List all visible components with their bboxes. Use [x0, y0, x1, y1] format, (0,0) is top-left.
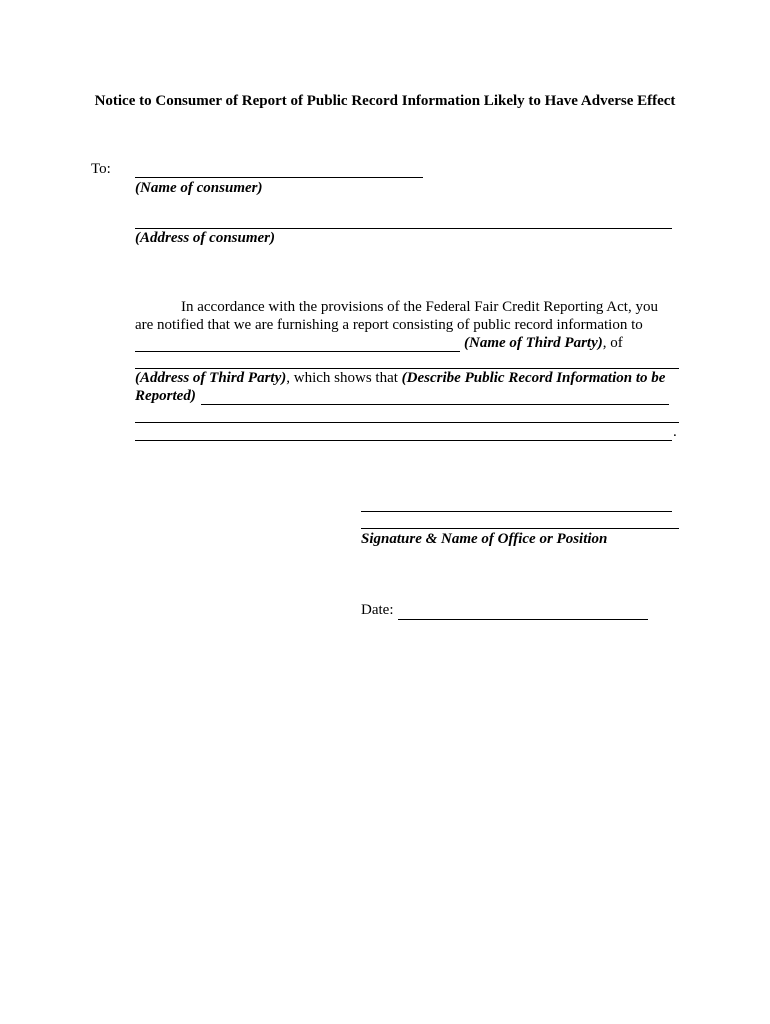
shows-that-text: , which shows that: [286, 370, 402, 386]
date-label: Date:: [361, 602, 394, 618]
third-party-address-row: [135, 370, 665, 387]
third-party-address-line[interactable]: [135, 368, 679, 369]
third-party-name-label: (Name of Third Party): [464, 335, 603, 351]
to-label: To:: [91, 161, 111, 177]
consumer-address-label: (Address of consumer): [135, 230, 276, 246]
public-record-line-3[interactable]: [135, 440, 672, 441]
document-title: Notice to Consumer of Report of Public Record Information Likely to Have Adverse Effect: [94, 93, 676, 109]
body-line-2: are notified that we are furnishing a report consisting of public record information to: [135, 317, 643, 333]
office-position-line[interactable]: [361, 528, 679, 529]
closing-period: .: [673, 424, 677, 440]
third-party-address-label: (Address of Third Party): [135, 370, 287, 386]
date-line[interactable]: [398, 619, 648, 620]
public-record-line-2[interactable]: [135, 422, 679, 423]
consumer-name-line[interactable]: [135, 177, 423, 178]
consumer-name-label: (Name of consumer): [135, 180, 263, 196]
signature-line[interactable]: [361, 511, 672, 512]
of-text: , of: [602, 335, 623, 351]
third-party-name-row: [464, 335, 623, 352]
signature-label: Signature & Name of Office or Position: [361, 531, 608, 547]
describe-label-1: (Describe Public Record Information to be: [401, 370, 666, 386]
consumer-address-line[interactable]: [135, 228, 672, 229]
third-party-name-line[interactable]: [135, 351, 460, 352]
describe-label-2: Reported): [135, 388, 196, 404]
public-record-line-1[interactable]: [201, 404, 669, 405]
body-line-1: In accordance with the provisions of the Federal Fair Credit Reporting Act, you: [181, 299, 658, 315]
